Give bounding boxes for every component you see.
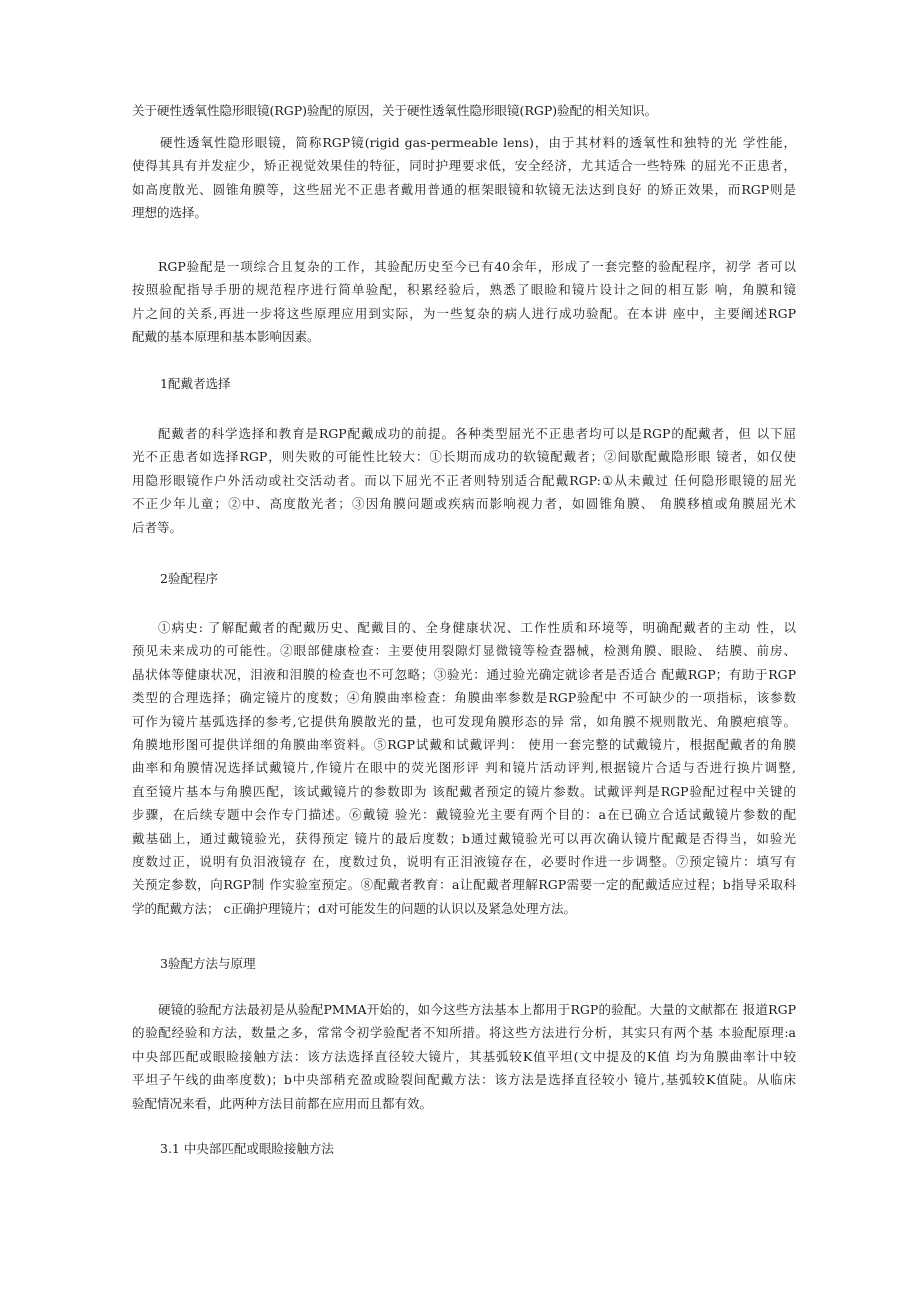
section-heading-methods-principles: 3验配方法与原理: [160, 956, 256, 971]
subsection-heading-central-match: 3.1 中央部匹配或眼睑接触方法: [160, 1141, 334, 1156]
section-heading-fitting-procedure: 2验配程序: [160, 571, 218, 586]
paragraph-rgp-fitting-overview: RGP验配是一项综合且复杂的工作，其验配历史至今已有40余年，形成了一套完整的验配程序，初学 者可以 按照验配指导手册的规范程序进行简单验配，积累经验后，熟悉了眼睑和镜片设计之间的相互影 响，角膜和镜 片之间的关系,再进一步将这些原理应用到实际，为一些复杂的病人进行成功验配。在本讲 座中，主要阐述RGP 配戴的基本原理和基本影响因素。: [132, 259, 796, 345]
paragraph-methods-principles: 硬镜的验配方法最初是从验配PMMA开始的，如今这些方法基本上都用于RGP的验配。大量的文献都在 报道RGP 的验配经验和方法，数量之多，常常令初学验配者不知所措。将这些方法进行分析，其实只有两个基 本验配原理:a 中央部匹配或眼睑接触方法：该方法选择直径较大镜片，其基弧较K值平坦(文中提及的K值 均为角膜曲率计中较 平坦子午线的曲率度数)；b中央部稍充盈或睑裂间配戴方法：该方法是选择直径较小 镜片,基弧较K值陡。从临床 验配情况来看，此两种方法目前都在应用而且都有效。: [132, 1002, 796, 1111]
section-heading-wearer-selection: 1配戴者选择: [160, 376, 231, 391]
intro-paragraph: 关于硬性透氧性隐形眼镜(RGP)验配的原因，关于硬性透氧性隐形眼镜(RGP)验配的相关知识。: [132, 103, 658, 118]
paragraph-rgp-definition: 硬性透氧性隐形眼镜，简称RGP镜(rigid gas-permeable lens)，由于其材料的透氧性和独特的光 学性能， 使得其具有并发症少，矫正视觉效果佳的特征，同时护理要求低，安全经济，尤其适合一些特殊 的屈光不正患者， 如高度散光、圆锥角膜等，这些屈光不正患者戴用普通的框架眼镜和软镜无法达到良好 的矫正效果，而RGP则是 理想的选择。: [132, 135, 796, 221]
paragraph-fitting-procedure: ①病史: 了解配戴者的配戴历史、配戴目的、全身健康状况、工作性质和环境等，明确配戴者的主动 性，以 预见未来成功的可能性。②眼部健康检查：主要使用裂隙灯显微镜等检查器械，检测角膜、眼睑、 结膜、前房、 晶状体等健康状况，泪液和泪膜的检查也不可忽略；③验光：通过验光确定就诊者是否适合 配戴RGP；有助于RGP 类型的合理选择；确定镜片的度数；④角膜曲率检查：角膜曲率参数是RGP验配中 不可缺少的一项指标，该参数 可作为镜片基弧选择的参考,它提供角膜散光的量，也可发现角膜形态的异 常，如角膜不规则散光、角膜疤痕等。 角膜地形图可提供详细的角膜曲率资料。⑤RGP试戴和试戴评判： 使用一套完整的试戴镜片，根据配戴者的角膜 曲率和角膜情况选择试戴镜片,作镜片在眼中的荧光图形评 判和镜片活动评判,根据镜片合适与否进行换片调整, 直至镜片基本与角膜匹配，该试戴镜片的参数即为 该配戴者预定的镜片参数。试戴评判是RGP验配过程中关键的 步骤，在后续专题中会作专门描述。⑥戴镜 验光：戴镜验光主要有两个目的：a在已确立合适试戴镜片参数的配 戴基础上，通过戴镜验光，获得预定 镜片的最后度数；b通过戴镜验光可以再次确认镜片配戴是否得当，如验光 度数过正，说明有负泪液镜存 在，度数过负，说明有正泪液镜存在，必要时作进一步调整。⑦预定镜片：填写有 关预定参数，向RGP制 作实验室预定。⑧配戴者教育：a让配戴者理解RGP需要一定的配戴适应过程；b指导采取科 学的配戴方法； c正确护理镜片；d对可能发生的问题的认识以及紧急处理方法。: [132, 620, 796, 916]
paragraph-wearer-selection: 配戴者的科学选择和教育是RGP配戴成功的前提。各种类型屈光不正患者均可以是RGP的配戴者，但 以下屈 光不正患者如选择RGP，则失败的可能性比较大：①长期而成功的软镜配戴者；②间歇配戴隐形眼 镜者，如仅使 用隐形眼镜作户外活动或社交活动者。而以下屈光不正者则特别适合配戴RGP:①从未戴过 任何隐形眼镜的屈光 不正少年儿童；②中、高度散光者；③因角膜问题或疾病而影响视力者，如圆锥角膜、 角膜移植或角膜屈光术 后者等。: [132, 426, 796, 535]
